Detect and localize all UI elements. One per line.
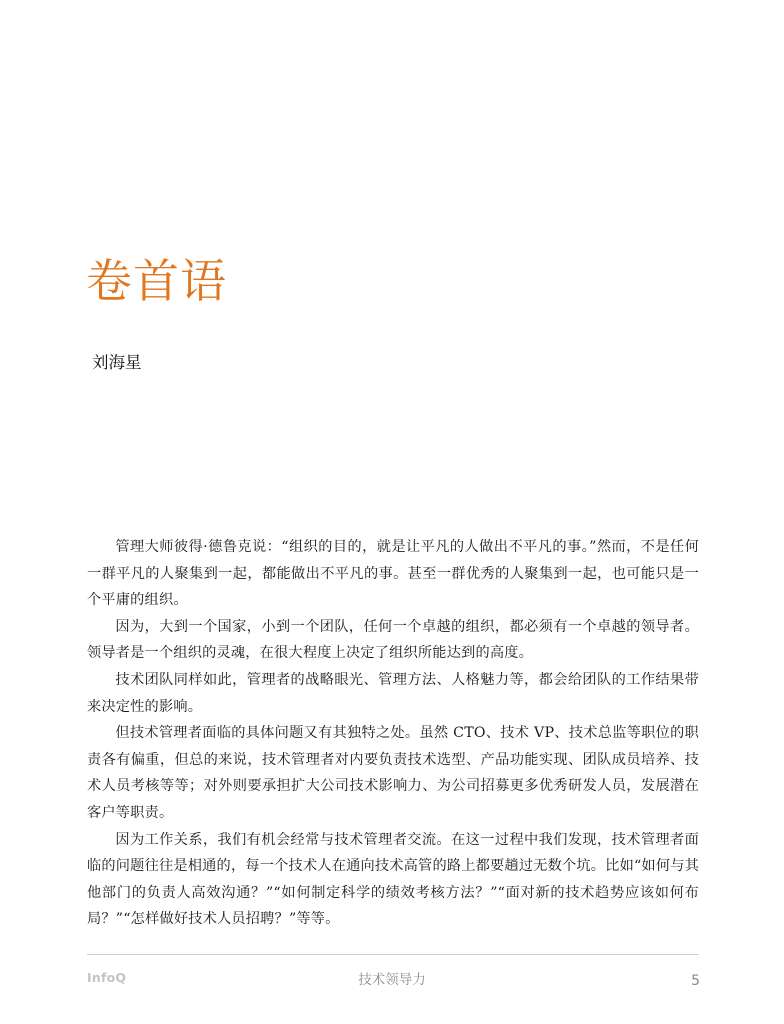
- chapter-title: 卷首语: [86, 254, 227, 308]
- author-name: 刘海星: [92, 353, 142, 372]
- paragraph: 管理大师彼得·德鲁克说：“组织的目的，就是让平凡的人做出不平凡的事。”然而，不是任何一群平凡的人聚集到一起，都能做出不平凡的事。甚至一群优秀的人聚集到一起，也可能只是一个平庸的组织。: [87, 539, 699, 609]
- infoq-logo: InfoQ: [87, 970, 127, 985]
- page-number: 5: [691, 973, 700, 989]
- paragraph: 因为工作关系，我们有机会经常与技术管理者交流。在这一过程中我们发现，技术管理者面临的问题往往是相通的，每一个技术人在通向技术高管的路上都要趟过无数个坑。比如“如何与其他部门的负责人高效沟通？”“如何制定科学的绩效考核方法？”“面对新的技术趋势应该如何布局？”“怎样做好技术人员招聘？”等等。: [87, 831, 699, 928]
- paragraph: 但技术管理者面临的具体问题又有其独特之处。虽然 CTO、技术 VP、技术总监等职位的职责各有偏重，但总的来说，技术管理者对内要负责技术选型、产品功能实现、团队成员培养、技术人员考核等等；对外则要承担扩大公司技术影响力、为公司招募更多优秀研发人员，发展潜在客户等职责。: [87, 725, 699, 821]
- footer-book-title: 技术领导力: [358, 972, 426, 988]
- paragraph: 技术团队同样如此，管理者的战略眼光、管理方法、人格魅力等，都会给团队的工作结果带来决定性的影响。: [87, 671, 699, 715]
- footer-divider: [87, 954, 699, 955]
- body-text: [87, 534, 699, 933]
- paragraph: 因为，大到一个国家，小到一个团队，任何一个卓越的组织，都必须有一个卓越的领导者。领导者是一个组织的灵魂，在很大程度上决定了组织所能达到的高度。: [87, 618, 699, 662]
